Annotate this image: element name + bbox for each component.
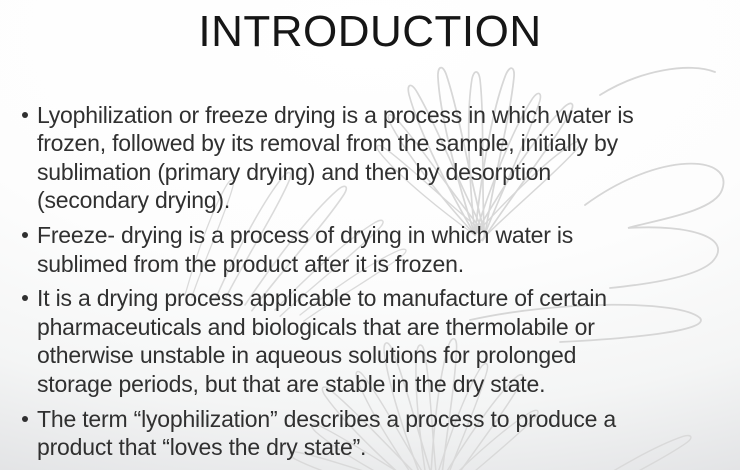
bullet-dot bbox=[22, 232, 28, 238]
bullet-line: product that “loves the dry state”. bbox=[37, 434, 367, 461]
bullet-line: pharmaceuticals and biologicals that are thermolabile or bbox=[37, 313, 595, 340]
bullet-line: sublimation (primary drying) and then by desorption bbox=[37, 158, 551, 185]
bullet-line: The term “lyophilization” describes a process to produce a bbox=[37, 405, 617, 432]
bullet-item-lyophilization bbox=[16, 101, 726, 215]
bullet-dot bbox=[22, 416, 28, 422]
bullet-item-term-definition bbox=[16, 405, 726, 462]
bullet-text bbox=[37, 284, 726, 398]
bullet-item-drying-process bbox=[16, 284, 726, 398]
bullet-line: Lyophilization or freeze drying is a process in which water is bbox=[37, 101, 634, 128]
bullet-line: (secondary drying). bbox=[37, 187, 231, 214]
bullet-dot bbox=[22, 112, 28, 118]
slide-title: INTRODUCTION bbox=[198, 7, 542, 56]
bullet-dot bbox=[22, 295, 28, 301]
bullet-text bbox=[37, 405, 726, 462]
bullet-text bbox=[37, 101, 726, 215]
bullet-line: It is a drying process applicable to manufacture of certain bbox=[37, 285, 607, 312]
bullet-line: Freeze- drying is a process of drying in which water is bbox=[37, 221, 574, 248]
bullet-text bbox=[37, 221, 726, 278]
bullet-list bbox=[0, 101, 740, 462]
bullet-line: otherwise unstable in aqueous solutions for prolonged bbox=[37, 342, 577, 369]
bullet-item-freeze-drying bbox=[16, 221, 726, 278]
bullet-line: frozen, followed by its removal from the sample, initially by bbox=[37, 130, 618, 157]
bullet-line: sublimed from the product after it is frozen. bbox=[37, 250, 464, 277]
bullet-line: storage periods, but that are stable in the dry state. bbox=[37, 370, 546, 397]
